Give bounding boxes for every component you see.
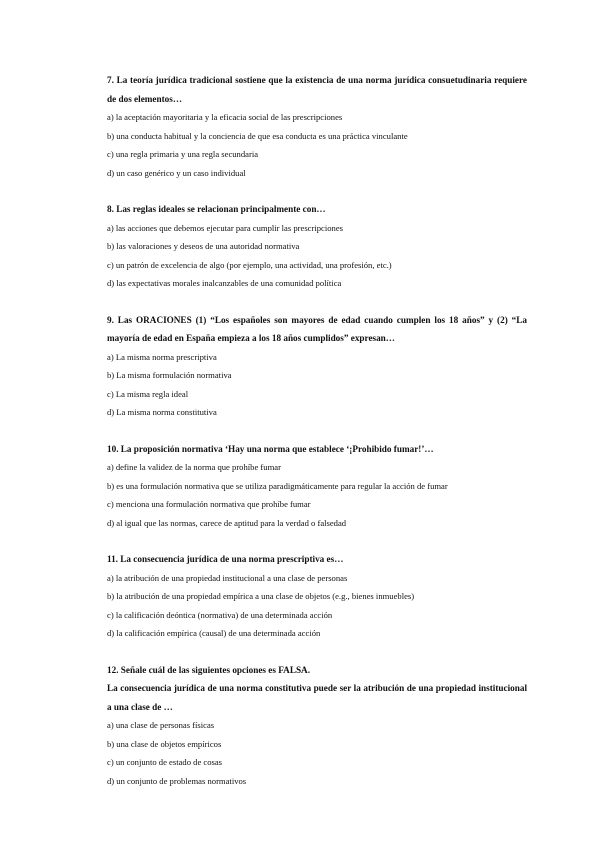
option-d: d) las expectativas morales inalcanzables de una comunidad política [107,278,342,288]
question-12 [107,661,527,791]
option-a: a) La misma norma prescriptiva [107,351,217,362]
option-c: c) la calificación deóntica (normativa) de una determinada acción [107,609,333,620]
option-a: a) una clase de personas físicas [107,720,215,730]
option-b: b) es una formulación normativa que se utiliza paradigmáticamente para regular la acción de fumar [107,480,448,491]
question-11 [107,550,527,643]
option-a: a) define la validez de la norma que prohíbe fumar [107,462,281,472]
option-b: b) una conducta habitual y la conciencia de que esa conducta es una práctica vinculante [107,130,408,141]
question-title: 10. La proposición normativa ‘Hay una norma que establece ‘¡Prohibido fumar!’… [107,443,434,454]
option-a: a) la atribución de una propiedad institucional a una clase de personas [107,572,348,583]
option-d: d) la calificación empírica (causal) de una determinada acción [107,628,321,638]
option-d: d) al igual que las normas, carece de aptitud para la verdad o falsedad [107,517,347,528]
question-9 [107,311,527,422]
question-10 [107,440,527,533]
option-c: c) un conjunto de estado de cosas [107,757,223,767]
option-d: d) un caso genérico y un caso individual [107,167,246,178]
option-d: d) un conjunto de problemas normativos [107,775,247,786]
option-a: a) la aceptación mayoritaria y la eficacia social de las prescripciones [107,112,343,122]
option-c: c) menciona una formulación normativa que prohíbe fumar [107,499,311,509]
option-d: d) La misma norma constitutiva [107,407,217,417]
question-title: 12. Señale cuál de las siguientes opciones es FALSA. La consecuencia jurídica de una norma constitutiva puede ser la atribución de una propiedad institucional a una clase de … [107,664,527,712]
question-list [107,71,527,808]
option-b: b) la atribución de una propiedad empírica a una clase de objetos (e.g., bienes inmuebles) [107,591,415,601]
question-title: 9. Las ORACIONES (1) “Los españoles son mayores de edad cuando cumplen los 18 años” y (2) “La mayoría de edad en España empieza a los 18 años cumplidos” expresan… [107,314,527,343]
question-7 [107,71,527,182]
option-c: c) un patrón de excelencia de algo (por ejemplo, una actividad, una profesión, etc.) [107,259,392,270]
question-8 [107,200,527,293]
option-b: b) una clase de objetos empíricos [107,738,222,749]
option-c: c) una regla primaria y una regla secundaria [107,149,259,159]
question-title: 8. Las reglas ideales se relacionan principalmente con… [107,204,326,214]
question-title: 11. La consecuencia jurídica de una norma prescriptiva es… [107,554,344,564]
option-b: b) La misma formulación normativa [107,370,232,380]
question-title: 7. La teoría jurídica tradicional sostiene que la existencia de una norma jurídica consuetudinaria requiere de dos elementos… [107,75,527,104]
option-c: c) La misma regla ideal [107,388,189,399]
option-a: a) las acciones que debemos ejecutar para cumplir las prescripciones [107,222,343,233]
option-b: b) las valoraciones y deseos de una autoridad normativa [107,241,300,251]
